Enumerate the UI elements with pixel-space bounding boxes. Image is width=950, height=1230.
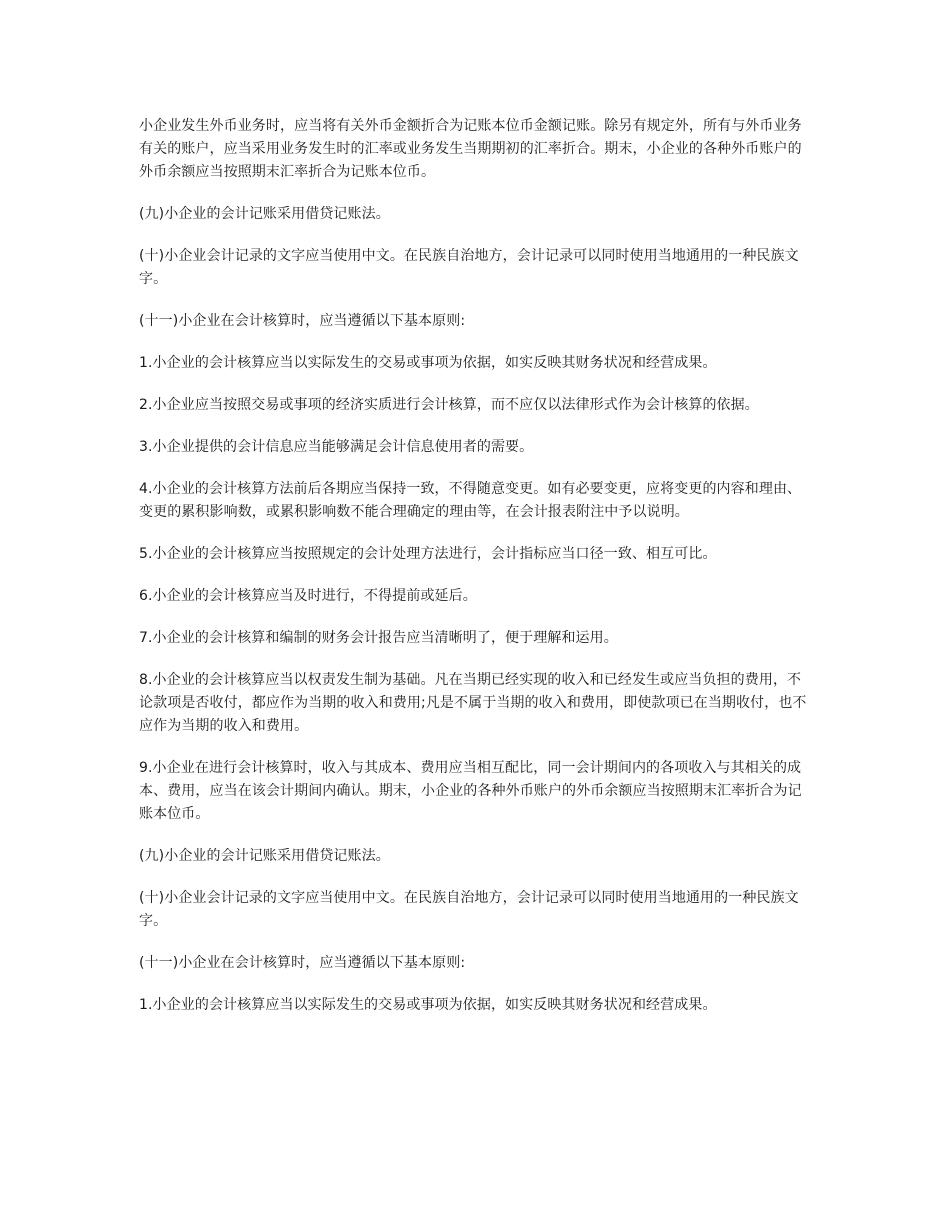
paragraph-item-11: (十一)小企业在会计核算时，应当遵循以下基本原则: <box>139 313 466 329</box>
paragraph-principle-6: 6.小企业的会计核算应当及时进行，不得提前或延后。 <box>139 588 477 604</box>
paragraph-principle-7: 7.小企业的会计核算和编制的财务会计报告应当清晰明了，便于理解和运用。 <box>139 630 618 646</box>
paragraph-item-10: (十)小企业会计记录的文字应当使用中文。在民族自治地方，会计记录可以同时使用当地通用的一种民族文字。 <box>139 248 799 287</box>
paragraph-principle-2: 2.小企业应当按照交易或事项的经济实质进行会计核算，而不应仅以法律形式作为会计核算的依据。 <box>139 397 759 413</box>
paragraph-principle-3: 3.小企业提供的会计信息应当能够满足会计信息使用者的需要。 <box>139 439 534 455</box>
paragraph-item-10-repeat: (十)小企业会计记录的文字应当使用中文。在民族自治地方，会计记录可以同时使用当地通用的一种民族文字。 <box>139 890 799 929</box>
paragraph-principle-1-repeat: 1.小企业的会计核算应当以实际发生的交易或事项为依据，如实反映其财务状况和经营成果。 <box>139 997 717 1013</box>
paragraph-item-9: (九)小企业的会计记账采用借贷记账法。 <box>139 206 390 222</box>
paragraph-principle-9: 9.小企业在进行会计核算时，收入与其成本、费用应当相互配比，同一会计期间内的各项收入与其相关的成本、费用，应当在该会计期间内确认。期末，小企业的各种外币账户的外币余额应当按照期末汇率折合为记账本位币。 <box>139 760 802 822</box>
paragraph-foreign-currency: 小企业发生外币业务时，应当将有关外币金额折合为记账本位币金额记账。除另有规定外，所有与外币业务有关的账户，应当采用业务发生时的汇率或业务发生当期期初的汇率折合。期末，小企业的各种外币账户的外币余额应当按照期末汇率折合为记账本位币。 <box>139 118 802 180</box>
paragraph-item-11-repeat: (十一)小企业在会计核算时，应当遵循以下基本原则: <box>139 955 466 971</box>
paragraph-principle-1: 1.小企业的会计核算应当以实际发生的交易或事项为依据，如实反映其财务状况和经营成果。 <box>139 355 717 371</box>
paragraph-principle-8: 8.小企业的会计核算应当以权责发生制为基础。凡在当期已经实现的收入和已经发生或应当负担的费用，不论款项是否收付，都应作为当期的收入和费用;凡是不属于当期的收入和费用，即使款项已在当期收付，也不应作为当期的收入和费用。 <box>139 672 807 734</box>
paragraph-item-9-repeat: (九)小企业的会计记账采用借贷记账法。 <box>139 848 390 864</box>
paragraph-principle-5: 5.小企业的会计核算应当按照规定的会计处理方法进行，会计指标应当口径一致、相互可比。 <box>139 546 717 562</box>
paragraph-principle-4: 4.小企业的会计核算方法前后各期应当保持一致，不得随意变更。如有必要变更，应将变更的内容和理由、变更的累积影响数，或累积影响数不能合理确定的理由等，在会计报表附注中予以说明。 <box>139 481 802 520</box>
document-page <box>139 115 814 1036</box>
